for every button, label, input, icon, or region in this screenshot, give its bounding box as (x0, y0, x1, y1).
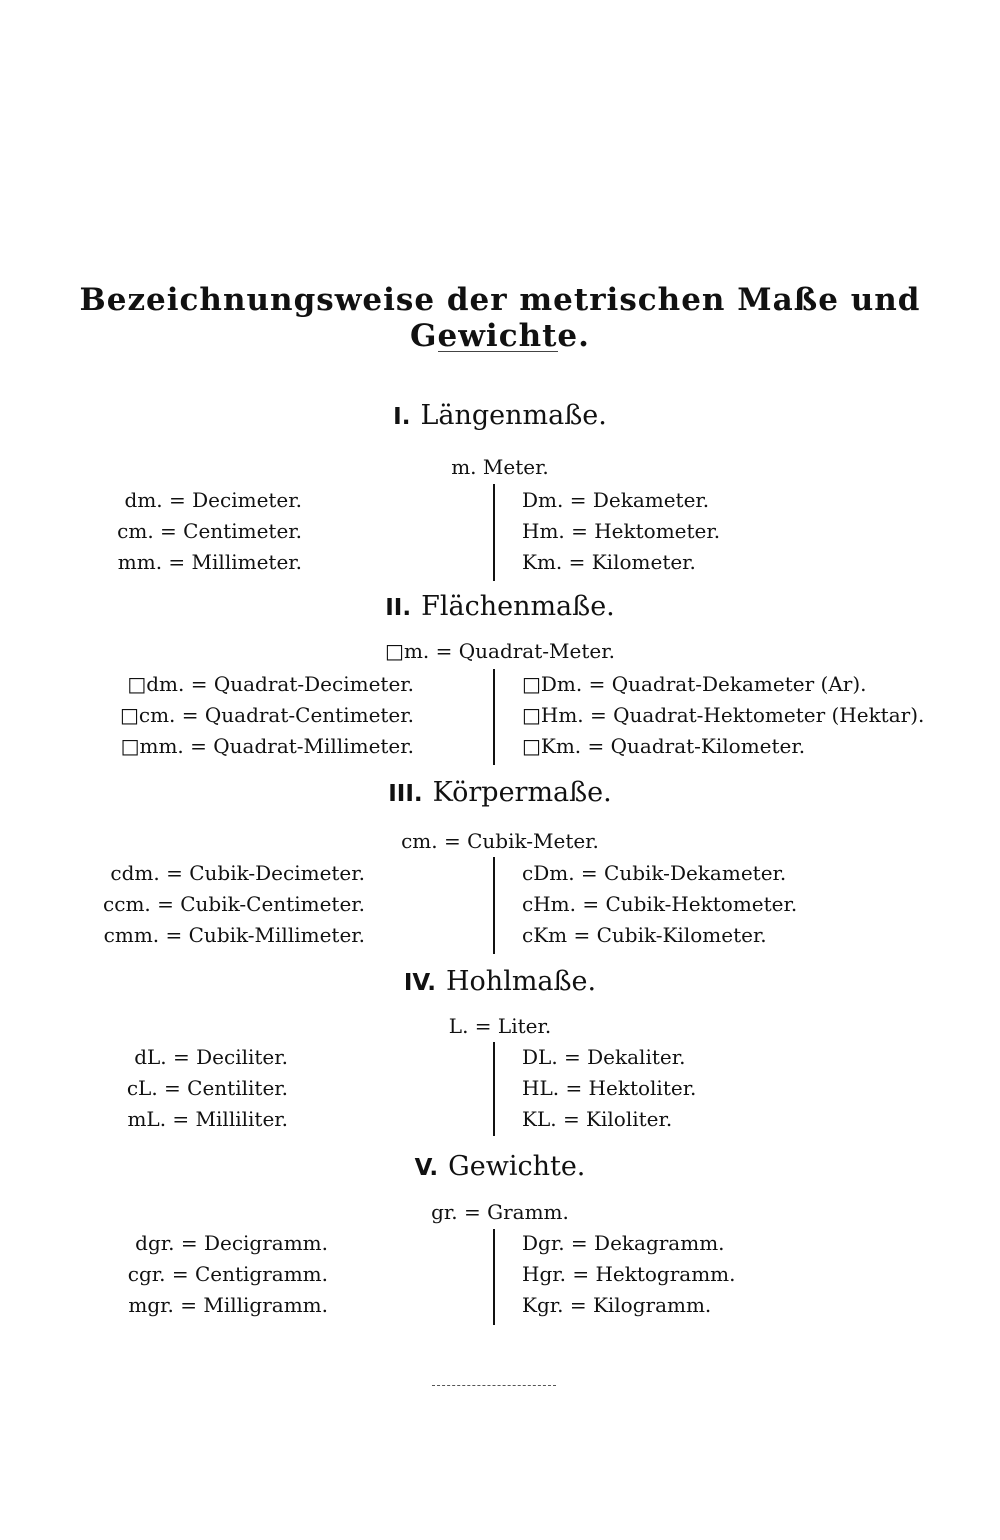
unit-row: □cm. = Quadrat-Centimeter. (119, 703, 414, 727)
unit-row: cHm. = Cubik-Hektometer. (522, 892, 798, 916)
section-title: Flächenmaße. (421, 591, 615, 622)
unit-row: Km. = Kilometer. (522, 550, 696, 574)
left-column (127, 1042, 288, 1135)
section-heading (0, 1151, 1000, 1182)
unit-row: cDm. = Cubik-Dekameter. (522, 861, 787, 885)
title-rule (438, 351, 558, 352)
right-column (522, 1042, 696, 1135)
unit-row: Hgr. = Hektogramm. (522, 1262, 736, 1286)
unit-row: □mm. = Quadrat-Millimeter. (120, 734, 414, 758)
section-title: Längenmaße. (420, 400, 607, 431)
section-number: I. (393, 404, 411, 430)
unit-row: cdm. = Cubik-Decimeter. (110, 861, 365, 885)
base-unit: gr. = Gramm. (431, 1200, 569, 1224)
unit-row: □Dm. = Quadrat-Dekameter (Ar). (522, 672, 867, 696)
right-column (522, 669, 924, 762)
unit-row: cKm = Cubik-Kilometer. (522, 923, 767, 947)
section-heading (0, 400, 1000, 431)
column-divider (493, 1229, 495, 1325)
unit-row: cmm. = Cubik-Millimeter. (103, 923, 365, 947)
unit-row: mgr. = Milligramm. (128, 1293, 328, 1317)
section-title: Körpermaße. (432, 777, 612, 808)
unit-row: dm. = Decimeter. (124, 488, 302, 512)
base-unit: m. Meter. (451, 455, 549, 479)
section-number: V. (414, 1155, 439, 1181)
unit-row: mm. = Millimeter. (117, 550, 302, 574)
unit-row: Dm. = Dekameter. (522, 488, 710, 512)
unit-row: dL. = Deciliter. (134, 1045, 288, 1069)
unit-row: mL. = Milliliter. (127, 1107, 288, 1131)
unit-row: Kgr. = Kilogramm. (522, 1293, 712, 1317)
section-heading (0, 966, 1000, 997)
column-divider (493, 484, 495, 581)
unit-row: cL. = Centiliter. (126, 1076, 288, 1100)
unit-row: dgr. = Decigramm. (135, 1231, 328, 1255)
left-column (120, 669, 414, 762)
base-unit: □m. = Quadrat-Meter. (385, 639, 615, 663)
column-divider (493, 669, 495, 765)
section-title: Hohlmaße. (446, 966, 597, 997)
unit-row: Dgr. = Dekagramm. (522, 1231, 725, 1255)
unit-row: □dm. = Quadrat-Decimeter. (127, 672, 414, 696)
column-divider (493, 857, 495, 954)
unit-row: DL. = Dekaliter. (522, 1045, 686, 1069)
right-column (522, 485, 720, 578)
unit-row: ccm. = Cubik-Centimeter. (103, 892, 365, 916)
section-number: IV. (403, 970, 436, 996)
unit-row: □Km. = Quadrat-Kilometer. (522, 734, 806, 758)
base-unit: L. = Liter. (448, 1014, 552, 1038)
page-title: Bezeichnungsweise der metrischen Maße und Gewichte. (79, 282, 921, 354)
unit-row: □Hm. = Quadrat-Hektometer (Hektar). (522, 703, 925, 727)
unit-row: Hm. = Hektometer. (522, 519, 721, 543)
base-unit: cm. = Cubik-Meter. (401, 829, 599, 853)
unit-row: cgr. = Centigramm. (127, 1262, 328, 1286)
left-column (117, 485, 302, 578)
column-divider (493, 1042, 495, 1136)
section-heading (0, 777, 1000, 808)
unit-row: cm. = Centimeter. (117, 519, 302, 543)
section-number: II. (385, 595, 412, 621)
unit-row: KL. = Kiloliter. (522, 1107, 673, 1131)
unit-row: HL. = Hektoliter. (522, 1076, 697, 1100)
closing-ornament-rule (432, 1385, 556, 1386)
section-title: Gewichte. (448, 1151, 586, 1182)
left-column (103, 858, 365, 951)
right-column (522, 858, 797, 951)
right-column (522, 1228, 736, 1321)
left-column (128, 1228, 328, 1321)
section-number: III. (388, 781, 423, 807)
section-heading (0, 591, 1000, 622)
